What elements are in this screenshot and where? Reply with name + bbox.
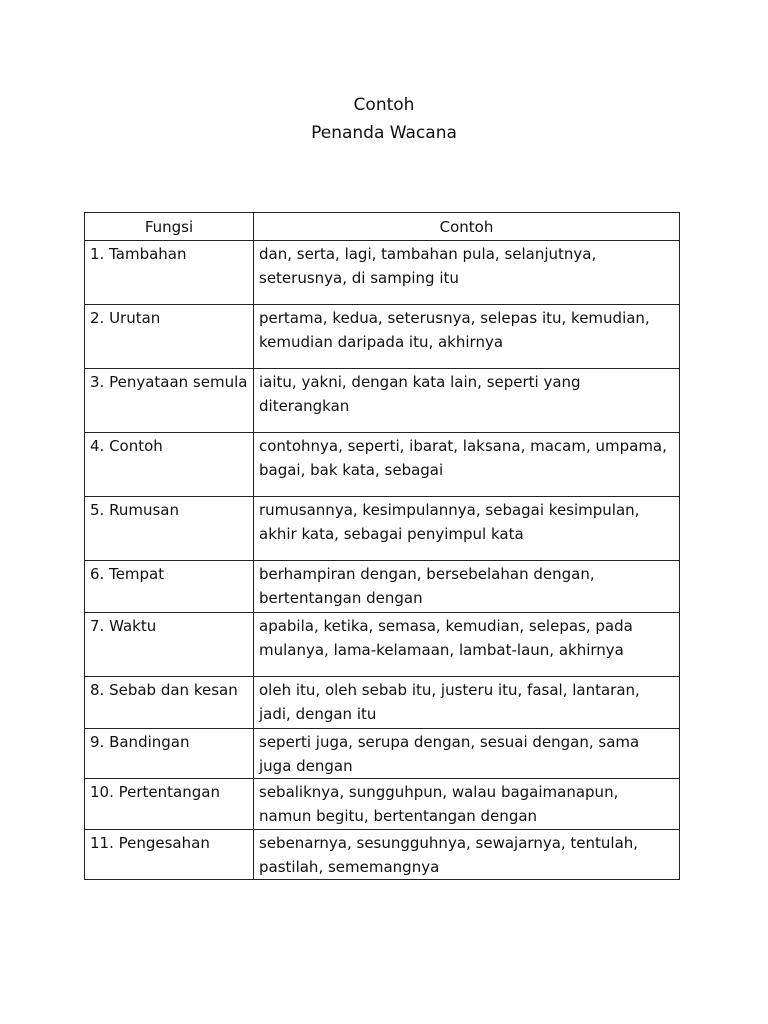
table-row [85, 305, 680, 369]
table-row [85, 729, 680, 779]
contoh-cell: dan, serta, lagi, tambahan pula, selanjutnya, seterusnya, di samping itu [254, 241, 680, 305]
table-row [85, 779, 680, 830]
discourse-marker-table [84, 212, 680, 880]
fungsi-cell: 3. Penyataan semula [85, 369, 254, 433]
page-subtitle: Penanda Wacana [311, 123, 457, 143]
fungsi-cell: 5. Rumusan [85, 497, 254, 561]
column-header-fungsi: Fungsi [85, 213, 254, 241]
column-header-contoh: Contoh [254, 213, 680, 241]
contoh-cell: sebenarnya, sesungguhnya, sewajarnya, tentulah, pastilah, sememangnya [254, 830, 680, 880]
table-header-row [85, 213, 680, 241]
table-row [85, 613, 680, 677]
fungsi-cell: 11. Pengesahan [85, 830, 254, 880]
contoh-cell: rumusannya, kesimpulannya, sebagai kesimpulan, akhir kata, sebagai penyimpul kata [254, 497, 680, 561]
fungsi-cell: 4. Contoh [85, 433, 254, 497]
fungsi-cell: 2. Urutan [85, 305, 254, 369]
fungsi-cell: 1. Tambahan [85, 241, 254, 305]
table-row [85, 830, 680, 880]
table-row [85, 561, 680, 613]
table-row [85, 433, 680, 497]
contoh-cell: iaitu, yakni, dengan kata lain, seperti yang diterangkan [254, 369, 680, 433]
contoh-cell: seperti juga, serupa dengan, sesuai dengan, sama juga dengan [254, 729, 680, 779]
table-row [85, 369, 680, 433]
table-row [85, 241, 680, 305]
fungsi-cell: 6. Tempat [85, 561, 254, 613]
contoh-cell: pertama, kedua, seterusnya, selepas itu, kemudian, kemudian daripada itu, akhirnya [254, 305, 680, 369]
contoh-cell: contohnya, seperti, ibarat, laksana, macam, umpama, bagai, bak kata, sebagai [254, 433, 680, 497]
fungsi-cell: 8. Sebab dan kesan [85, 677, 254, 729]
page-title: Contoh [353, 95, 415, 115]
contoh-cell: berhampiran dengan, bersebelahan dengan, bertentangan dengan [254, 561, 680, 613]
contoh-cell: oleh itu, oleh sebab itu, justeru itu, fasal, lantaran, jadi, dengan itu [254, 677, 680, 729]
table-row [85, 497, 680, 561]
fungsi-cell: 10. Pertentangan [85, 779, 254, 830]
contoh-cell: sebaliknya, sungguhpun, walau bagaimanapun, namun begitu, bertentangan dengan [254, 779, 680, 830]
table-row [85, 677, 680, 729]
contoh-cell: apabila, ketika, semasa, kemudian, selepas, pada mulanya, lama-kelamaan, lambat-laun, akhirnya [254, 613, 680, 677]
fungsi-cell: 7. Waktu [85, 613, 254, 677]
fungsi-cell: 9. Bandingan [85, 729, 254, 779]
